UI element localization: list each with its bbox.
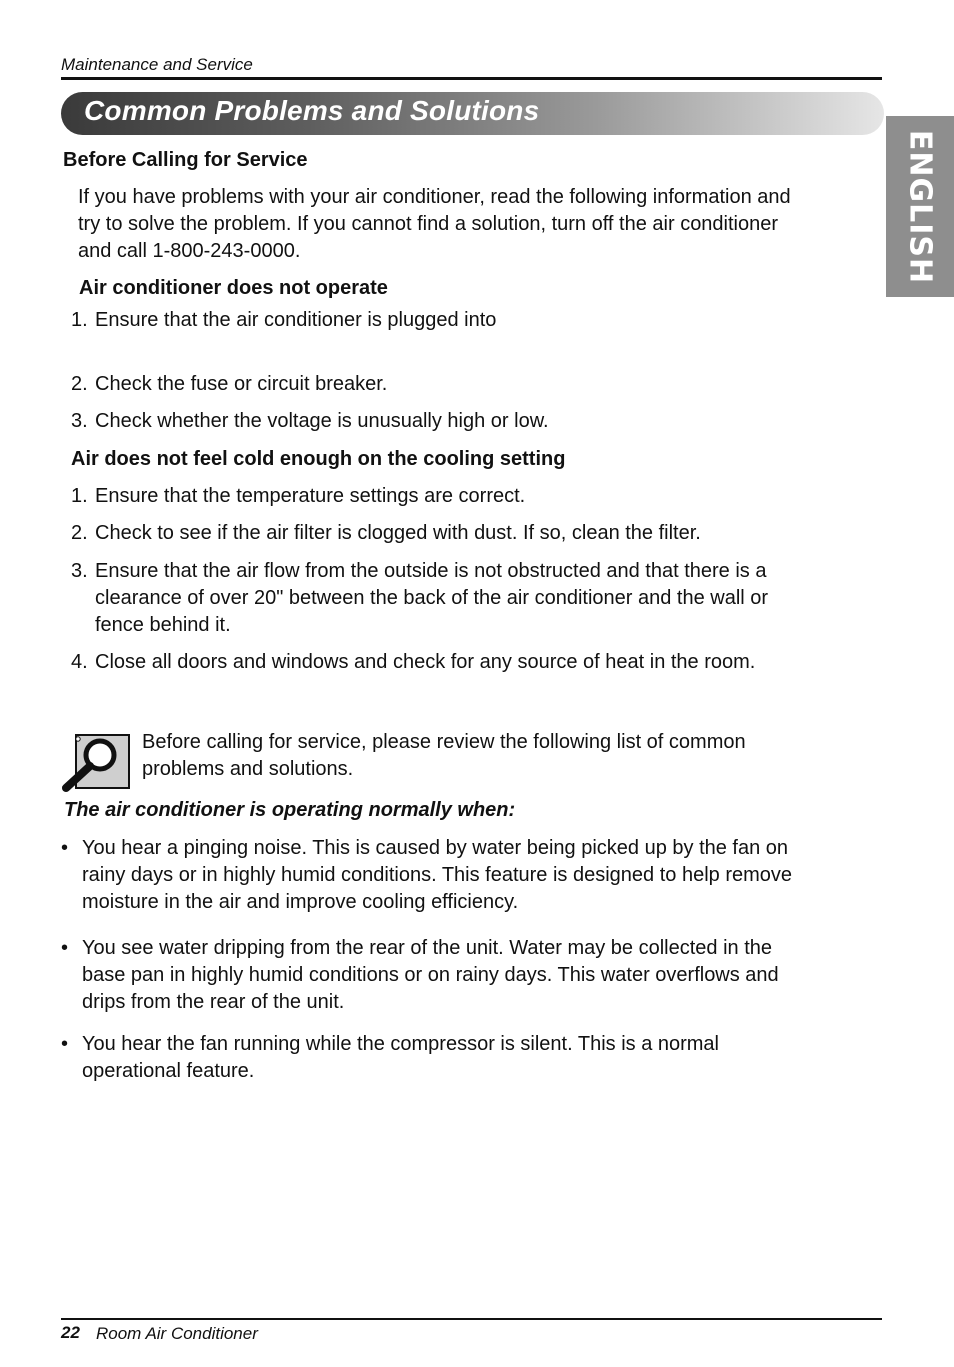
item-number: 1. [71, 485, 88, 507]
item-number: 4. [71, 651, 88, 673]
page-number: 22 [61, 1323, 80, 1342]
item-number: 3. [71, 560, 88, 582]
item-number: 1. [71, 309, 88, 331]
item-line: clearance of over 20" between the back of the air conditioner and the wall or [95, 587, 769, 609]
item-text: Ensure that the air conditioner is plugged into [95, 309, 497, 331]
intro-line: try to solve the problem. If you cannot find a solution, turn off the air conditioner [78, 213, 779, 235]
item-number: 2. [71, 522, 88, 544]
bullet: • [61, 837, 69, 859]
note-text [142, 729, 746, 783]
intro-line: and call 1-800-243-0000. [78, 240, 301, 262]
item-text [95, 558, 768, 639]
language-tab [886, 116, 954, 297]
item-text [82, 1031, 882, 1085]
page-title: Common Problems and Solutions [84, 95, 540, 126]
item-line: You hear a pinging noise. This is caused by water being picked up by the fan on [82, 837, 789, 859]
item-line: You hear the fan running while the compressor is silent. This is a normal [82, 1033, 720, 1055]
item-line: base pan in highly humid conditions or on rainy days. This water overflows and [82, 964, 779, 986]
item-line: operational feature. [82, 1060, 255, 1082]
magnifier-icon [62, 730, 132, 792]
normal-heading: The air conditioner is operating normally when: [64, 799, 516, 821]
section-label: Maintenance and Service [61, 55, 253, 74]
item-number: 2. [71, 373, 88, 395]
intro-line: If you have problems with your air conditioner, read the following information and [78, 186, 791, 208]
language-tab-label: ENGLISH [902, 129, 938, 284]
top-divider [61, 77, 882, 80]
before-calling-heading: Before Calling for Service [63, 149, 308, 171]
not-operate-heading: Air conditioner does not operate [79, 277, 388, 299]
item-line: fence behind it. [95, 614, 231, 636]
item-line: You see water dripping from the rear of the unit. Water may be collected in the [82, 937, 772, 959]
item-line: rainy days or in highly humid conditions. This feature is designed to help remove [82, 864, 793, 886]
item-line: Ensure that the air flow from the outside is not obstructed and that there is a [95, 560, 767, 582]
item-text: Check the fuse or circuit breaker. [95, 373, 388, 395]
intro-paragraph [78, 184, 791, 265]
item-text [82, 835, 882, 916]
item-text: Check whether the voltage is unusually high or low. [95, 410, 549, 432]
bullet: • [61, 937, 69, 959]
bottom-divider [61, 1318, 882, 1320]
item-text: Check to see if the air filter is clogged with dust. If so, clean the filter. [95, 522, 701, 544]
item-line: drips from the rear of the unit. [82, 991, 345, 1013]
note-line: Before calling for service, please review the following list of common [142, 731, 746, 753]
item-text: Ensure that the temperature settings are correct. [95, 485, 526, 507]
item-text: Close all doors and windows and check for any source of heat in the room. [95, 651, 756, 673]
item-number: 3. [71, 410, 88, 432]
footer-title: Room Air Conditioner [96, 1324, 258, 1343]
not-cold-heading: Air does not feel cold enough on the cooling setting [71, 448, 566, 470]
note-line: problems and solutions. [142, 758, 354, 780]
item-text [82, 935, 882, 1016]
item-line: moisture in the air and improve cooling efficiency. [82, 891, 519, 913]
bullet: • [61, 1033, 69, 1055]
